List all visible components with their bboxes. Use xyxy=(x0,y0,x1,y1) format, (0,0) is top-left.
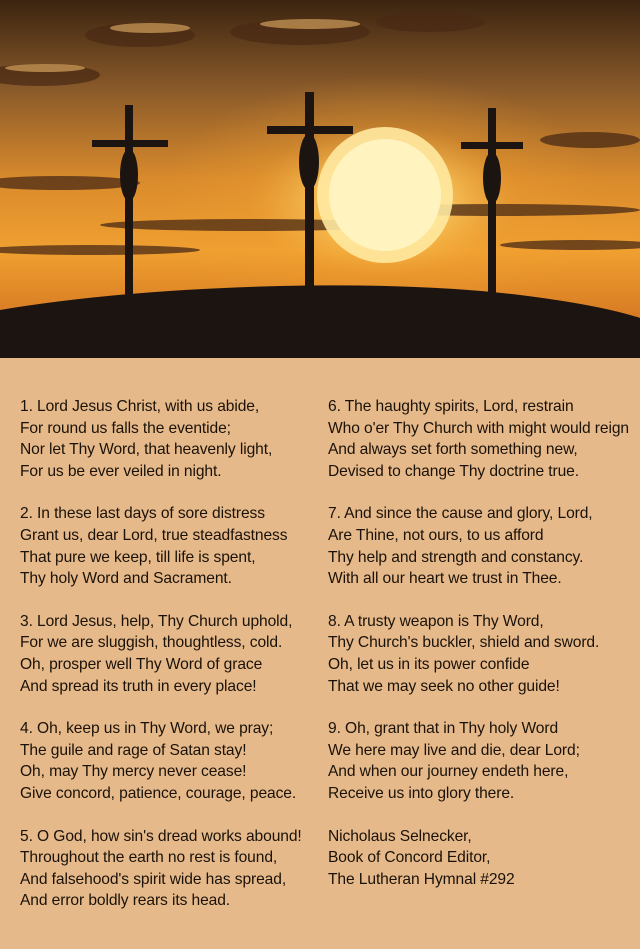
stanza-line: Oh, prosper well Thy Word of grace xyxy=(20,655,263,673)
stanza-line: Oh, may Thy mercy never cease! xyxy=(20,763,247,781)
stanza-line: 2. In these last days of sore distress xyxy=(20,505,265,523)
stanza-line: And when our journey endeth here, xyxy=(328,763,569,781)
stanza-line: 6. The haughty spirits, Lord, restrain xyxy=(328,398,574,415)
stanza-line: Give concord, patience, courage, peace. xyxy=(20,784,297,802)
stanza-line: Are Thine, not ours, to us afford xyxy=(328,526,544,544)
stanza-line: 5. O God, how sin's dread works abound! xyxy=(20,827,302,845)
stanza-line: Thy Church's buckler, shield and sword. xyxy=(328,634,600,652)
stanza-line: Oh, let us in its power confide xyxy=(328,655,530,673)
stanza-line: Grant us, dear Lord, true steadfastness xyxy=(20,526,288,544)
left-stanza xyxy=(20,503,320,589)
stanza-line: Nor let Thy Word, that heavenly light, xyxy=(20,441,273,459)
attribution xyxy=(328,826,633,891)
attribution-role: Book of Concord Editor, xyxy=(328,849,491,867)
left-stanza xyxy=(20,826,320,912)
stanza-line: That we may seek no other guide! xyxy=(328,677,560,695)
stanza-line: Thy help and strength and constancy. xyxy=(328,548,584,566)
stanza-line: That pure we keep, till life is spent, xyxy=(20,548,256,566)
stanza-line: With all our heart we trust in Thee. xyxy=(328,570,562,588)
stanza-line: And spread its truth in every place! xyxy=(20,677,257,695)
stanza-line: Receive us into glory there. xyxy=(328,784,515,802)
stanza-line: Thy holy Word and Sacrament. xyxy=(20,570,232,588)
stanza-line: We here may live and die, dear Lord; xyxy=(328,741,580,759)
stanza-line: 3. Lord Jesus, help, Thy Church uphold, xyxy=(20,612,293,630)
right-stanza xyxy=(328,396,633,482)
stanza-line: Throughout the earth no rest is found, xyxy=(20,849,278,867)
three-crosses-sunset-icon xyxy=(0,0,640,358)
stanza-line: 7. And since the cause and glory, Lord, xyxy=(328,505,593,523)
stanza-line: For us be ever veiled in night. xyxy=(20,462,222,480)
stanza-line: 1. Lord Jesus Christ, with us abide, xyxy=(20,398,260,415)
right-stanza xyxy=(328,503,633,589)
left-stanza xyxy=(20,396,320,482)
right-column xyxy=(328,396,633,911)
stanza-line: Devised to change Thy doctrine true. xyxy=(328,462,579,480)
attribution-author: Nicholaus Selnecker, xyxy=(328,827,472,845)
right-stanza xyxy=(328,718,633,804)
attribution-source: The Lutheran Hymnal #292 xyxy=(328,870,515,888)
stanza-line: The guile and rage of Satan stay! xyxy=(20,741,247,759)
stanza-line: Who o'er Thy Church with might would reign xyxy=(328,419,629,437)
stanza-line: For round us falls the eventide; xyxy=(20,419,231,437)
stanza-line: 9. Oh, grant that in Thy holy Word xyxy=(328,720,559,738)
hymn-text xyxy=(0,358,640,949)
right-stanza xyxy=(328,611,633,697)
left-column xyxy=(20,396,320,933)
left-stanza xyxy=(20,718,320,804)
stanza-line: And falsehood's spirit wide has spread, xyxy=(20,870,287,888)
stanza-line: 8. A trusty weapon is Thy Word, xyxy=(328,612,544,630)
stanza-line: 4. Oh, keep us in Thy Word, we pray; xyxy=(20,720,274,738)
hero-image xyxy=(0,0,640,358)
stanza-line: And error boldly rears its head. xyxy=(20,892,231,910)
stanza-line: For we are sluggish, thoughtless, cold. xyxy=(20,634,283,652)
left-stanza xyxy=(20,611,320,697)
stanza-line: And always set forth something new, xyxy=(328,441,578,459)
